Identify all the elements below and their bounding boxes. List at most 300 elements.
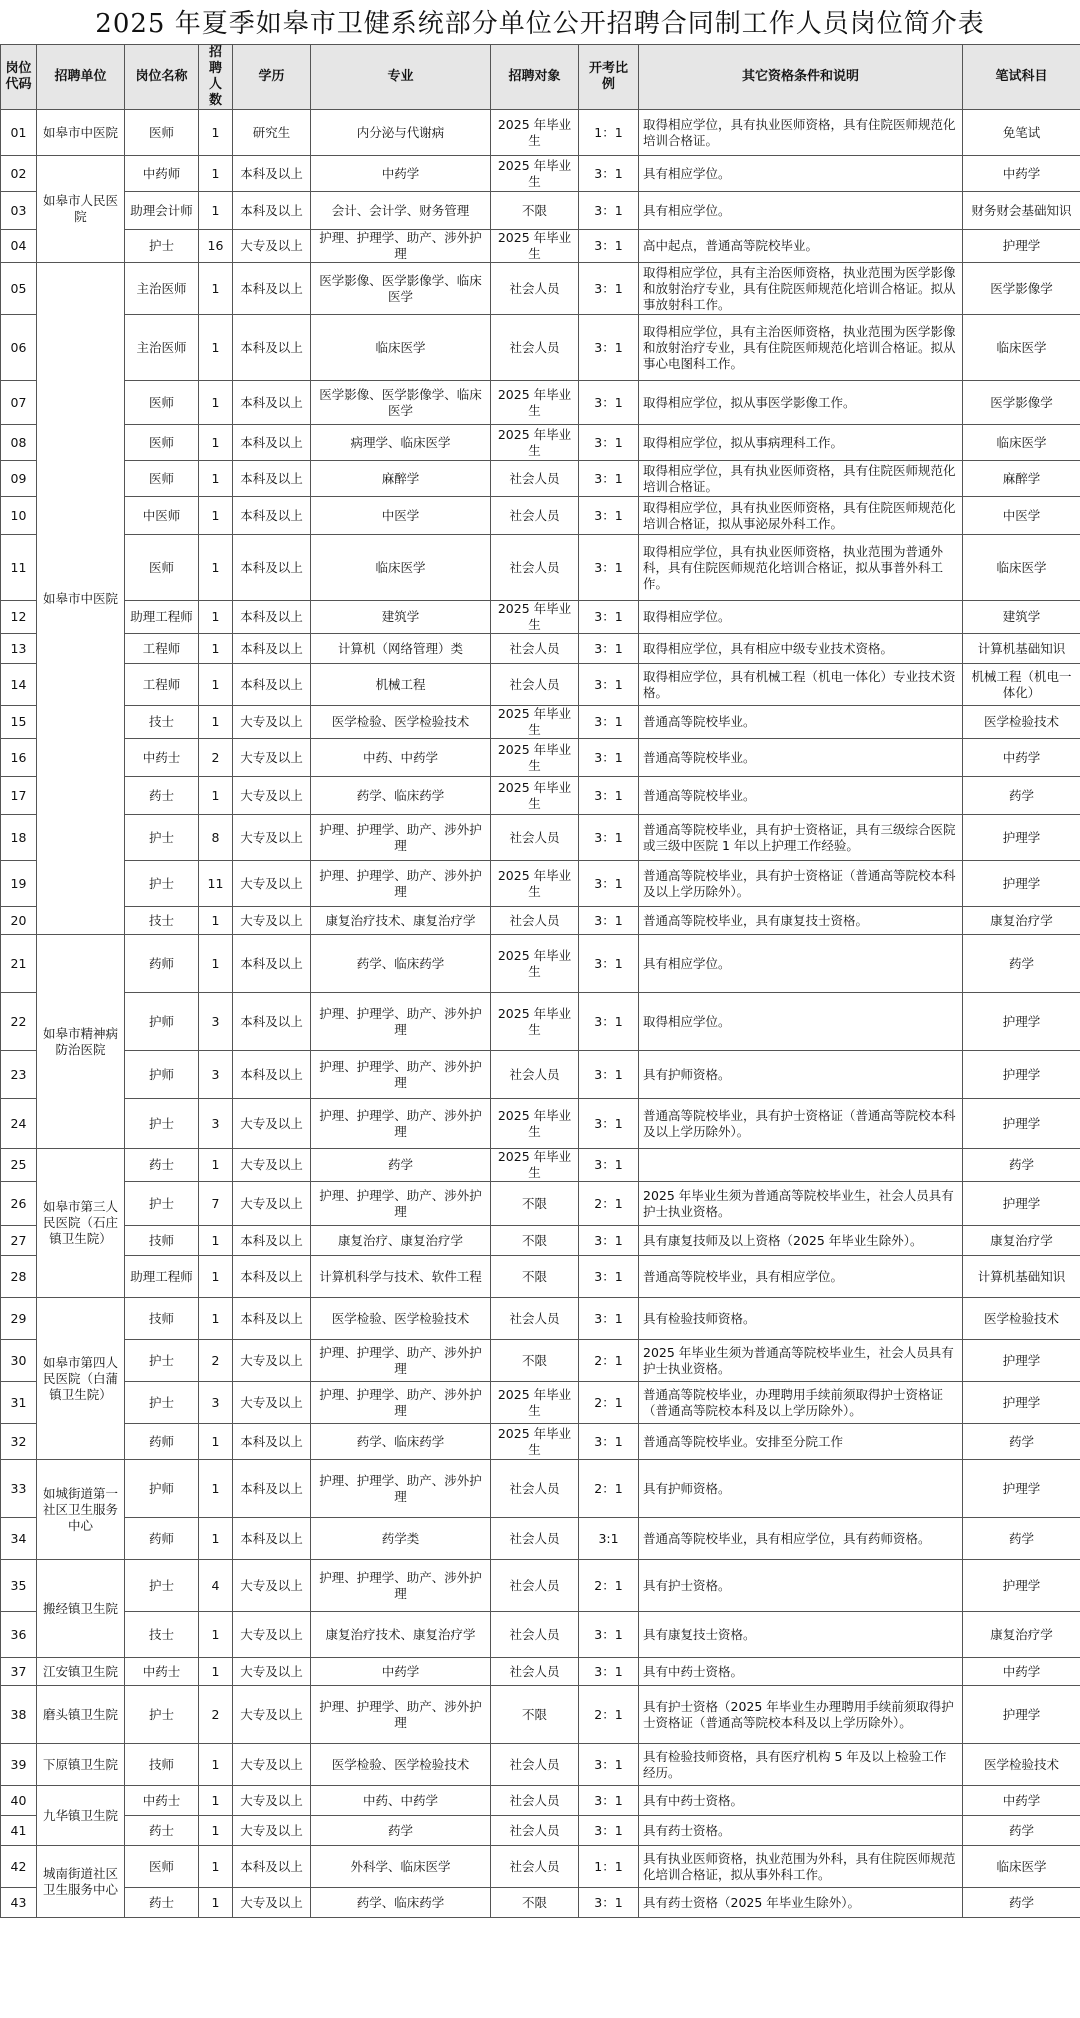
table-row	[1, 1149, 1080, 1182]
major: 护理、护理学、助产、涉外护理	[311, 993, 491, 1051]
recruit-count: 2	[199, 739, 233, 777]
exam-subject: 康复治疗学	[963, 907, 1080, 935]
recruit-count: 8	[199, 815, 233, 861]
qualification-note: 具有药士资格（2025 年毕业生除外）。	[639, 1888, 963, 1918]
exam-ratio: 3：1	[579, 861, 639, 907]
post-name: 主治医师	[125, 263, 199, 315]
recruit-count: 2	[199, 1686, 233, 1744]
post-name: 助理会计师	[125, 192, 199, 230]
table-row	[1, 664, 1080, 706]
recruit-count: 1	[199, 192, 233, 230]
table-row	[1, 1256, 1080, 1298]
recruit-count: 2	[199, 1340, 233, 1382]
exam-subject: 药学	[963, 1149, 1080, 1182]
header-post: 岗位名称	[125, 45, 199, 110]
job-code: 41	[1, 1816, 37, 1846]
post-name: 工程师	[125, 664, 199, 706]
post-name: 工程师	[125, 634, 199, 664]
exam-subject: 医学检验技术	[963, 706, 1080, 739]
job-code: 27	[1, 1226, 37, 1256]
table-row	[1, 1786, 1080, 1816]
education: 大专及以上	[233, 1382, 311, 1424]
target: 2025 年毕业生	[491, 1149, 579, 1182]
exam-ratio: 3：1	[579, 263, 639, 315]
major: 中药、中药学	[311, 1786, 491, 1816]
major: 药学类	[311, 1518, 491, 1560]
exam-ratio: 3：1	[579, 935, 639, 993]
recruiting-unit: 如皋市中医院	[37, 110, 125, 156]
exam-ratio: 3:1	[579, 1518, 639, 1560]
table-row	[1, 1658, 1080, 1686]
post-name: 护士	[125, 1560, 199, 1612]
table-row	[1, 1051, 1080, 1099]
recruiting-unit: 九华镇卫生院	[37, 1786, 125, 1846]
major: 外科学、临床医学	[311, 1846, 491, 1888]
exam-ratio: 3：1	[579, 1612, 639, 1658]
target: 社会人员	[491, 1298, 579, 1340]
recruit-count: 1	[199, 315, 233, 381]
job-code: 24	[1, 1099, 37, 1149]
exam-subject: 护理学	[963, 1099, 1080, 1149]
target: 社会人员	[491, 1816, 579, 1846]
table-row	[1, 263, 1080, 315]
qualification-note: 取得相应学位，具有执业医师资格，具有住院医师规范化培训合格证。	[639, 110, 963, 156]
qualification-note: 取得相应学位，具有执业医师资格，具有住院医师规范化培训合格证，拟从事泌尿外科工作。	[639, 497, 963, 535]
qualification-note: 取得相应学位，具有执业医师资格，执业范围为普通外科，具有住院医师规范化培训合格证，拟从事普外科工作。	[639, 535, 963, 601]
job-code: 22	[1, 993, 37, 1051]
education: 本科及以上	[233, 1424, 311, 1460]
job-code: 02	[1, 156, 37, 192]
education: 本科及以上	[233, 192, 311, 230]
recruit-count: 3	[199, 1099, 233, 1149]
job-code: 23	[1, 1051, 37, 1099]
target: 2025 年毕业生	[491, 777, 579, 815]
target: 社会人员	[491, 1460, 579, 1518]
major: 护理、护理学、助产、涉外护理	[311, 1182, 491, 1226]
qualification-note: 取得相应学位，具有相应中级专业技术资格。	[639, 634, 963, 664]
table-row	[1, 1744, 1080, 1786]
exam-subject: 康复治疗学	[963, 1612, 1080, 1658]
post-name: 技士	[125, 907, 199, 935]
target: 不限	[491, 192, 579, 230]
recruit-count: 1	[199, 1149, 233, 1182]
exam-ratio: 2：1	[579, 1382, 639, 1424]
post-name: 护士	[125, 1340, 199, 1382]
recruit-count: 1	[199, 907, 233, 935]
job-code: 36	[1, 1612, 37, 1658]
major: 护理、护理学、助产、涉外护理	[311, 1686, 491, 1744]
post-name: 护士	[125, 230, 199, 263]
exam-subject: 护理学	[963, 1182, 1080, 1226]
target: 社会人员	[491, 535, 579, 601]
post-name: 药士	[125, 777, 199, 815]
major: 护理、护理学、助产、涉外护理	[311, 1382, 491, 1424]
exam-subject: 临床医学	[963, 315, 1080, 381]
table-row	[1, 1382, 1080, 1424]
target: 2025 年毕业生	[491, 601, 579, 634]
job-code: 38	[1, 1686, 37, 1744]
recruit-count: 16	[199, 230, 233, 263]
major: 康复治疗、康复治疗学	[311, 1226, 491, 1256]
recruit-count: 1	[199, 1744, 233, 1786]
recruit-count: 1	[199, 1612, 233, 1658]
table-row	[1, 425, 1080, 461]
post-name: 护士	[125, 861, 199, 907]
recruit-count: 1	[199, 156, 233, 192]
recruiting-unit: 下原镇卫生院	[37, 1744, 125, 1786]
post-name: 医师	[125, 461, 199, 497]
education: 大专及以上	[233, 706, 311, 739]
job-code: 14	[1, 664, 37, 706]
qualification-note: 具有护师资格。	[639, 1051, 963, 1099]
exam-subject: 建筑学	[963, 601, 1080, 634]
education: 大专及以上	[233, 1099, 311, 1149]
exam-ratio: 3：1	[579, 1226, 639, 1256]
job-code: 25	[1, 1149, 37, 1182]
target: 2025 年毕业生	[491, 1099, 579, 1149]
exam-ratio: 3：1	[579, 1744, 639, 1786]
header-exam: 笔试科目	[963, 45, 1080, 110]
education: 研究生	[233, 110, 311, 156]
qualification-note: 普通高等院校毕业。安排至分院工作	[639, 1424, 963, 1460]
exam-ratio: 3：1	[579, 315, 639, 381]
header-unit: 招聘单位	[37, 45, 125, 110]
target: 社会人员	[491, 1051, 579, 1099]
target: 社会人员	[491, 664, 579, 706]
major: 医学影像、医学影像学、临床医学	[311, 381, 491, 425]
qualification-note: 具有护士资格（2025 年毕业生办理聘用手续前须取得护士资格证（普通高等院校本科及以上学历除外）。	[639, 1686, 963, 1744]
major: 病理学、临床医学	[311, 425, 491, 461]
education: 大专及以上	[233, 1340, 311, 1382]
header-row	[1, 45, 1080, 110]
target: 社会人员	[491, 1846, 579, 1888]
qualification-note: 取得相应学位，具有机械工程（机电一体化）专业技术资格。	[639, 664, 963, 706]
target: 不限	[491, 1340, 579, 1382]
exam-ratio: 3：1	[579, 461, 639, 497]
education: 本科及以上	[233, 315, 311, 381]
exam-ratio: 2：1	[579, 1182, 639, 1226]
table-row	[1, 230, 1080, 263]
exam-ratio: 2：1	[579, 1686, 639, 1744]
exam-subject: 护理学	[963, 1460, 1080, 1518]
major: 康复治疗技术、康复治疗学	[311, 1612, 491, 1658]
exam-ratio: 3：1	[579, 230, 639, 263]
table-row	[1, 1816, 1080, 1846]
qualification-note: 高中起点，普通高等院校毕业。	[639, 230, 963, 263]
target: 社会人员	[491, 1658, 579, 1686]
major: 医学检验、医学检验技术	[311, 1298, 491, 1340]
education: 本科及以上	[233, 1256, 311, 1298]
qualification-note: 具有检验技师资格，具有医疗机构 5 年及以上检验工作经历。	[639, 1744, 963, 1786]
major: 药学	[311, 1149, 491, 1182]
recruit-count: 1	[199, 461, 233, 497]
post-name: 中药士	[125, 1786, 199, 1816]
education: 本科及以上	[233, 156, 311, 192]
major: 临床医学	[311, 535, 491, 601]
target: 不限	[491, 1256, 579, 1298]
exam-subject: 医学检验技术	[963, 1744, 1080, 1786]
recruit-count: 1	[199, 1658, 233, 1686]
job-code: 09	[1, 461, 37, 497]
education: 本科及以上	[233, 497, 311, 535]
job-code: 29	[1, 1298, 37, 1340]
exam-ratio: 2：1	[579, 1560, 639, 1612]
education: 本科及以上	[233, 1460, 311, 1518]
table-row	[1, 601, 1080, 634]
exam-subject: 计算机基础知识	[963, 1256, 1080, 1298]
post-name: 药师	[125, 1424, 199, 1460]
exam-subject: 医学影像学	[963, 263, 1080, 315]
major: 护理、护理学、助产、涉外护理	[311, 1051, 491, 1099]
table-row	[1, 739, 1080, 777]
target: 2025 年毕业生	[491, 381, 579, 425]
exam-ratio: 3：1	[579, 535, 639, 601]
target: 2025 年毕业生	[491, 1424, 579, 1460]
table-row	[1, 1460, 1080, 1518]
exam-subject: 财务财会基础知识	[963, 192, 1080, 230]
header-edu: 学历	[233, 45, 311, 110]
recruiting-unit: 如皋市中医院	[37, 263, 125, 935]
recruit-count: 1	[199, 497, 233, 535]
exam-ratio: 1：1	[579, 110, 639, 156]
major: 会计、会计学、财务管理	[311, 192, 491, 230]
table-row	[1, 1612, 1080, 1658]
education: 大专及以上	[233, 815, 311, 861]
exam-ratio: 3：1	[579, 1051, 639, 1099]
exam-ratio: 3：1	[579, 706, 639, 739]
job-code: 30	[1, 1340, 37, 1382]
job-code: 01	[1, 110, 37, 156]
job-code: 40	[1, 1786, 37, 1816]
major: 护理、护理学、助产、涉外护理	[311, 230, 491, 263]
job-code: 13	[1, 634, 37, 664]
recruit-count: 1	[199, 1786, 233, 1816]
header-ratio: 开考比例	[579, 45, 639, 110]
post-name: 护士	[125, 1099, 199, 1149]
exam-subject: 药学	[963, 1518, 1080, 1560]
table-row	[1, 777, 1080, 815]
post-name: 助理工程师	[125, 1256, 199, 1298]
table-row	[1, 1846, 1080, 1888]
major: 医学检验、医学检验技术	[311, 1744, 491, 1786]
education: 本科及以上	[233, 993, 311, 1051]
table-row	[1, 315, 1080, 381]
target: 2025 年毕业生	[491, 425, 579, 461]
education: 大专及以上	[233, 861, 311, 907]
major: 药学、临床药学	[311, 1888, 491, 1918]
post-name: 中医师	[125, 497, 199, 535]
recruit-count: 1	[199, 263, 233, 315]
header-note: 其它资格条件和说明	[639, 45, 963, 110]
exam-ratio: 3：1	[579, 664, 639, 706]
exam-subject: 中药学	[963, 1658, 1080, 1686]
post-name: 医师	[125, 381, 199, 425]
major: 中医学	[311, 497, 491, 535]
exam-ratio: 3：1	[579, 601, 639, 634]
education: 大专及以上	[233, 1816, 311, 1846]
exam-subject: 药学	[963, 777, 1080, 815]
education: 本科及以上	[233, 381, 311, 425]
exam-ratio: 3：1	[579, 1424, 639, 1460]
recruit-count: 1	[199, 1424, 233, 1460]
job-code: 21	[1, 935, 37, 993]
exam-subject: 中药学	[963, 739, 1080, 777]
job-code: 43	[1, 1888, 37, 1918]
major: 护理、护理学、助产、涉外护理	[311, 815, 491, 861]
major: 护理、护理学、助产、涉外护理	[311, 861, 491, 907]
exam-ratio: 3：1	[579, 1298, 639, 1340]
exam-subject: 免笔试	[963, 110, 1080, 156]
post-name: 护士	[125, 1182, 199, 1226]
exam-ratio: 3：1	[579, 425, 639, 461]
major: 计算机（网络管理）类	[311, 634, 491, 664]
recruit-count: 1	[199, 1256, 233, 1298]
table-row	[1, 1099, 1080, 1149]
qualification-note: 取得相应学位。	[639, 601, 963, 634]
exam-ratio: 3：1	[579, 1786, 639, 1816]
exam-ratio: 2：1	[579, 1460, 639, 1518]
target: 社会人员	[491, 263, 579, 315]
post-name: 医师	[125, 110, 199, 156]
job-code: 18	[1, 815, 37, 861]
target: 社会人员	[491, 461, 579, 497]
header-major: 专业	[311, 45, 491, 110]
table-row	[1, 1226, 1080, 1256]
recruit-count: 3	[199, 1051, 233, 1099]
post-name: 护士	[125, 1382, 199, 1424]
recruiting-unit: 磨头镇卫生院	[37, 1686, 125, 1744]
post-name: 药师	[125, 935, 199, 993]
post-name: 中药士	[125, 739, 199, 777]
table-row	[1, 993, 1080, 1051]
target: 社会人员	[491, 907, 579, 935]
recruit-count: 1	[199, 664, 233, 706]
recruit-count: 7	[199, 1182, 233, 1226]
education: 本科及以上	[233, 1846, 311, 1888]
table-row	[1, 815, 1080, 861]
education: 大专及以上	[233, 1744, 311, 1786]
exam-ratio: 3：1	[579, 634, 639, 664]
table-row	[1, 861, 1080, 907]
recruit-count: 11	[199, 861, 233, 907]
post-name: 护师	[125, 1460, 199, 1518]
job-code: 20	[1, 907, 37, 935]
job-code: 06	[1, 315, 37, 381]
table-row	[1, 1298, 1080, 1340]
major: 机械工程	[311, 664, 491, 706]
qualification-note: 2025 年毕业生须为普通高等院校毕业生，社会人员具有护士执业资格。	[639, 1340, 963, 1382]
exam-subject: 中医学	[963, 497, 1080, 535]
education: 大专及以上	[233, 739, 311, 777]
table-row	[1, 1560, 1080, 1612]
education: 本科及以上	[233, 425, 311, 461]
recruiting-unit: 如皋市人民医院	[37, 156, 125, 263]
post-name: 技师	[125, 1226, 199, 1256]
page-title: 2025 年夏季如皋市卫健系统部分单位公开招聘合同制工作人员岗位简介表	[95, 9, 985, 39]
table-row	[1, 461, 1080, 497]
post-name: 医师	[125, 425, 199, 461]
recruit-count: 1	[199, 1226, 233, 1256]
major: 护理、护理学、助产、涉外护理	[311, 1560, 491, 1612]
qualification-note: 具有护师资格。	[639, 1460, 963, 1518]
recruiting-unit: 江安镇卫生院	[37, 1658, 125, 1686]
target: 社会人员	[491, 1744, 579, 1786]
recruit-count: 1	[199, 1460, 233, 1518]
major: 药学	[311, 1816, 491, 1846]
recruit-count: 4	[199, 1560, 233, 1612]
table-row	[1, 1686, 1080, 1744]
exam-ratio: 2：1	[579, 1340, 639, 1382]
target: 不限	[491, 1226, 579, 1256]
exam-ratio: 3：1	[579, 497, 639, 535]
exam-subject: 护理学	[963, 1051, 1080, 1099]
exam-subject: 护理学	[963, 861, 1080, 907]
qualification-note: 普通高等院校毕业，具有相应学位，具有药师资格。	[639, 1518, 963, 1560]
recruiting-unit: 如皋市第三人民医院（石庄镇卫生院）	[37, 1149, 125, 1298]
header-num: 招聘人数	[199, 45, 233, 110]
target: 社会人员	[491, 634, 579, 664]
exam-subject: 计算机基础知识	[963, 634, 1080, 664]
target: 社会人员	[491, 497, 579, 535]
education: 本科及以上	[233, 1518, 311, 1560]
recruit-count: 1	[199, 1888, 233, 1918]
recruit-count: 1	[199, 1518, 233, 1560]
education: 本科及以上	[233, 664, 311, 706]
job-code: 16	[1, 739, 37, 777]
post-name: 技士	[125, 706, 199, 739]
qualification-note: 普通高等院校毕业。	[639, 777, 963, 815]
qualification-note: 普通高等院校毕业。	[639, 739, 963, 777]
major: 康复治疗技术、康复治疗学	[311, 907, 491, 935]
exam-subject: 护理学	[963, 1686, 1080, 1744]
target: 社会人员	[491, 315, 579, 381]
recruit-count: 1	[199, 381, 233, 425]
target: 社会人员	[491, 1786, 579, 1816]
target: 社会人员	[491, 1560, 579, 1612]
major: 护理、护理学、助产、涉外护理	[311, 1460, 491, 1518]
education: 大专及以上	[233, 1182, 311, 1226]
exam-subject: 护理学	[963, 993, 1080, 1051]
recruit-count: 1	[199, 706, 233, 739]
recruit-count: 3	[199, 993, 233, 1051]
recruit-count: 1	[199, 1298, 233, 1340]
education: 本科及以上	[233, 1226, 311, 1256]
major: 计算机科学与技术、软件工程	[311, 1256, 491, 1298]
major: 中药、中药学	[311, 739, 491, 777]
exam-ratio: 3：1	[579, 381, 639, 425]
exam-subject: 中药学	[963, 1786, 1080, 1816]
exam-subject: 中药学	[963, 156, 1080, 192]
post-name: 护师	[125, 993, 199, 1051]
post-name: 护师	[125, 1051, 199, 1099]
major: 药学、临床药学	[311, 1424, 491, 1460]
education: 大专及以上	[233, 230, 311, 263]
target: 2025 年毕业生	[491, 1382, 579, 1424]
job-code: 04	[1, 230, 37, 263]
exam-ratio: 3：1	[579, 815, 639, 861]
recruit-count: 1	[199, 110, 233, 156]
recruit-count: 1	[199, 535, 233, 601]
education: 本科及以上	[233, 263, 311, 315]
table-body	[1, 110, 1080, 1918]
qualification-note: 普通高等院校毕业，办理聘用手续前须取得护士资格证（普通高等院校本科及以上学历除外）。	[639, 1382, 963, 1424]
table-row	[1, 634, 1080, 664]
education: 大专及以上	[233, 1612, 311, 1658]
recruiting-unit: 城南街道社区卫生服务中心	[37, 1846, 125, 1918]
table-row	[1, 1340, 1080, 1382]
major: 医学检验、医学检验技术	[311, 706, 491, 739]
recruit-count: 1	[199, 425, 233, 461]
